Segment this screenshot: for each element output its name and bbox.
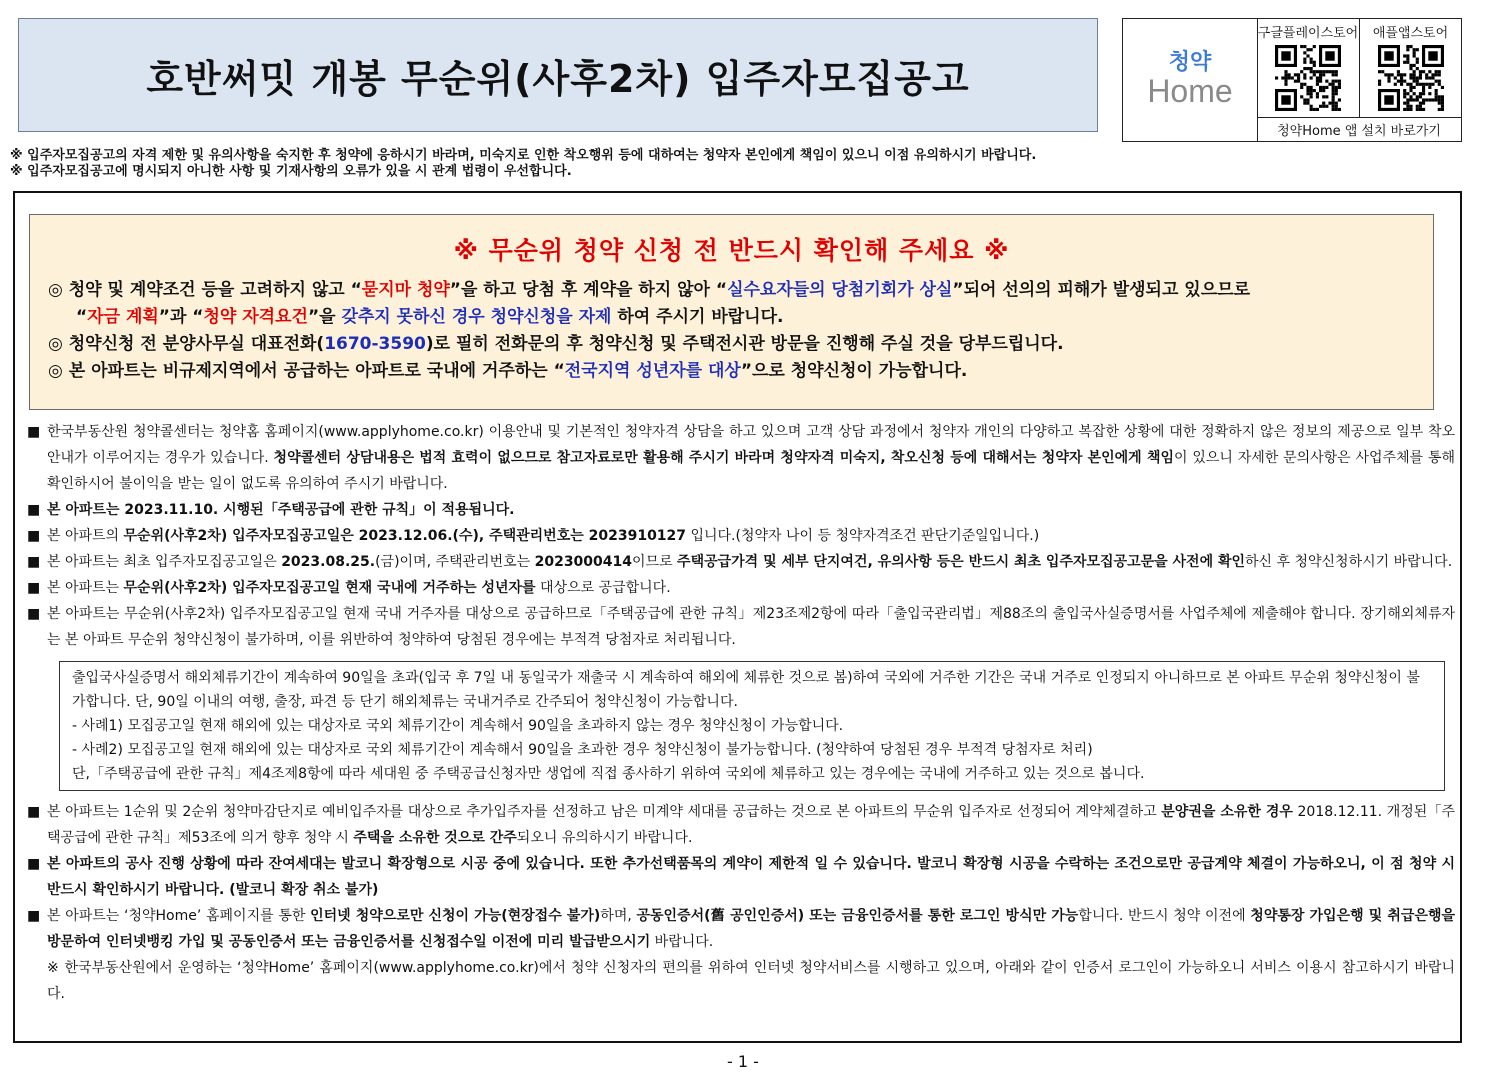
bullet-square: ■ — [27, 424, 41, 440]
page-number: - 1 - — [727, 1052, 759, 1071]
paragraph-balcony: ■ 본 아파트의 공사 진행 상황에 따라 잔여세대는 발코니 확장형으로 시공 중에 있습니다. 또한 추가선택품목의 계약이 제한적 일 수 있습니다. 발코니 확장형 시공을 수락하는 조건으로만 공급계약 체결이 가능하오니, 이 점 청약 시 반드시 확인하시기 바랍니다. (발코니 확장 취소 불가) — [23, 851, 1455, 903]
app-store-cell[interactable] — [1360, 19, 1461, 118]
title-box — [18, 18, 1098, 132]
logo-top-text: 청약 — [1168, 50, 1212, 75]
box-line: 출입국사실증명서 해외체류기간이 계속하여 90일을 초과(입국 후 7일 내 동일국가 재출국 시 계속하여 해외에 체류한 것으로 봄)하여 국외에 거주한 기간은 국내 거주로 인정되지 아니하므로 본 아파트 무순위 청약신청이 불가합니다. 단, 90일 이내의 여행, 출장, 파견 등 단기 해외체류는 국내거주로 간주되어 청약신청이 가능합니다. — [72, 670, 1420, 710]
google-play-cell[interactable] — [1257, 19, 1360, 118]
app-install-link[interactable]: 청약Home 앱 설치 바로가기 — [1277, 124, 1441, 139]
warning-line-1: ◎ 청약 및 계약조건 등을 고려하지 않고 “묻지마 청약”을 하고 당첨 후 계약을 하지 않아 “실수요자들의 당첨기회가 상실”되어 선의의 피해가 발생되고 있으므로 — [48, 280, 1250, 300]
warning-line-2: “자금 계획”과 “청약 자격요건”을 갖추지 못하신 경우 청약신청을 자제 하여 주시기 바랍니다. — [76, 307, 784, 327]
warning-line-3: ◎ 청약신청 전 분양사무실 대표전화(1670-3590)로 필히 전화문의 후 청약신청 및 주택전시관 방문을 진행해 주실 것을 당부드립니다. — [48, 334, 1064, 354]
main-content-frame — [13, 191, 1462, 1043]
warning-line-4: ◎ 본 아파트는 비규제지역에서 공급하는 아파트로 국내에 거주하는 “전국지역 성년자를 대상”으로 청약신청이 가능합니다. — [48, 361, 968, 381]
app-store-qr-icon[interactable] — [1378, 45, 1444, 111]
notice-lines — [10, 148, 1036, 180]
warning-box — [29, 214, 1434, 410]
google-play-qr-icon[interactable] — [1275, 45, 1341, 111]
bullet-square: ■ — [27, 502, 41, 518]
bullet-square: ■ — [27, 908, 41, 924]
logo-bottom-text: Home — [1147, 73, 1233, 109]
paragraph-first-announcement: ■ 본 아파트는 최초 입주자모집공고일은 2023.08.25.(금)이며, 주택관리번호는 2023000414이므로 주택공급가격 및 세부 단지여건, 유의사항 등은 반드시 최초 입주자모집공고문을 사전에 확인하신 후 청약신청하시기 바랍니다. — [23, 549, 1455, 575]
box-line: - 사례1) 모집공고일 현재 해외에 있는 대상자로 국외 체류기간이 계속해서 90일을 초과하지 않는 경우 청약신청이 가능합니다. — [72, 718, 844, 734]
notice-line: ※ 입주자모집공고의 자격 제한 및 유의사항을 숙지한 후 청약에 응하시기 바라며, 미숙지로 인한 착오행위 등에 대하여는 청약자 본인에게 책임이 있으니 이점 유의하시기 바랍니다. — [10, 148, 1037, 163]
body-text — [23, 419, 1455, 1007]
paragraph-immigration: ■ 본 아파트는 무순위(사후2차) 입주자모집공고일 현재 국내 거주자를 대상으로 공급하므로「주택공급에 관한 규칙」제23조제2항에 따라「출입국관리법」제88조의 출입국사실증명서를 사업주체에 제출해야 합니다. 장기해외체류자는 본 아파트 무순위 청약신청이 불가하며, 이를 위반하여 청약하여 당첨된 경우에는 부적격 당첨자로 처리됩니다. — [23, 601, 1455, 653]
bullet-square: ■ — [27, 856, 41, 872]
app-store-label: 애플앱스토어 — [1372, 26, 1449, 41]
paragraph-announcement-date: ■ 본 아파트의 무순위(사후2차) 입주자모집공고일은 2023.12.06.(수), 주택관리번호는 2023910127 입니다.(청약자 나이 등 청약자격조건 판단기준일입니다.) — [23, 523, 1455, 549]
app-install-box — [1122, 18, 1462, 142]
overseas-stay-box — [59, 661, 1445, 791]
warning-title: ※ 무순위 청약 신청 전 반드시 확인해 주세요 ※ — [453, 236, 1010, 265]
paragraph-unsold-units: ■ 본 아파트는 1순위 및 2순위 청약마감단지로 예비입주자를 대상으로 추가입주자를 선정하고 남은 미계약 세대를 공급하는 것으로 본 아파트의 무순위 입주자로 선정되어 계약체결하고 분양권을 소유한 경우 2018.12.11. 개정된「주택공급에 관한 규칙」제53조에 의거 향후 청약 시 주택을 소유한 것으로 간주되오니 유의하시기 바랍니다. — [23, 799, 1455, 851]
paragraph-internet-application: ■ 본 아파트는 ‘청약Home’ 홈페이지를 통한 인터넷 청약으로만 신청이 가능(현장접수 불가)하며, 공동인증서(舊 공인인증서) 또는 금융인증서를 통한 로그인 방식만 가능합니다. 반드시 청약 이전에 청약통장 가입은행 및 취급은행을 방문하여 인터넷뱅킹 가입 및 공동인증서 또는 금융인증서를 신청접수일 이전에 미리 발급받으시기 바랍니다. — [23, 903, 1455, 955]
google-play-label: 구글플레이스토어 — [1257, 26, 1359, 41]
page-title: 호반써밋 개봉 무순위(사후2차) 입주자모집공고 — [146, 56, 970, 101]
box-line: 단,「주택공급에 관한 규칙」제4조제8항에 따라 세대원 중 주택공급신청자만 생업에 직접 종사하기 위하여 국외에 체류하고 있는 경우에는 국내에 거주하고 있는 것으로 봅니다. — [72, 766, 1145, 782]
bullet-square: ■ — [27, 580, 41, 596]
bullet-square: ■ — [27, 606, 41, 622]
bullet-square: ■ — [27, 528, 41, 544]
box-line: - 사례2) 모집공고일 현재 해외에 있는 대상자로 국외 체류기간이 계속해서 90일을 초과한 경우 청약신청이 불가능합니다. (청약하여 당첨된 경우 부적격 당첨자로 처리) — [72, 742, 1093, 758]
bullet-square: ■ — [27, 554, 41, 570]
paragraph-rules: ■ 본 아파트는 2023.11.10. 시행된「주택공급에 관한 규칙」이 적용됩니다. — [23, 497, 1455, 523]
bullet-square: ■ — [27, 804, 41, 820]
paragraph-applyhome-note: ※ 한국부동산원에서 운영하는 ‘청약Home’ 홈페이지(www.applyhome.co.kr)에서 청약 신청자의 편의를 위하여 인터넷 청약서비스를 시행하고 있으며, 아래와 같이 인증서 로그인이 가능하오니 서비스 이용시 참고하시기 바랍니다. — [47, 960, 1455, 1002]
notice-line: ※ 입주자모집공고에 명시되지 아니한 사항 및 기재사항의 오류가 있을 시 관계 법령이 우선합니다. — [10, 164, 572, 179]
paragraph-eligibility: ■ 본 아파트는 무순위(사후2차) 입주자모집공고일 현재 국내에 거주하는 성년자를 대상으로 공급합니다. — [23, 575, 1455, 601]
paragraph-callcenter: ■ 한국부동산원 청약콜센터는 청약홈 홈페이지(www.applyhome.co.kr) 이용안내 및 기본적인 청약자격 상담을 하고 있으며 고객 상담 과정에서 청약자 개인의 다양하고 복잡한 상황에 대한 정확하지 않은 정보의 제공으로 일부 착오 안내가 이루어지는 경우가 있습니다. 청약콜센터 상담내용은 법적 효력이 없으므로 참고자료로만 활용해 주시기 바라며 청약자격 미숙지, 착오신청 등에 대해서는 청약자 본인에게 책임이 있으니 자세한 문의사항은 사업주체를 통해 확인하시어 불이익을 받는 일이 없도록 유의하여 주시기 바랍니다. — [23, 419, 1455, 497]
applyhome-logo — [1123, 19, 1258, 141]
